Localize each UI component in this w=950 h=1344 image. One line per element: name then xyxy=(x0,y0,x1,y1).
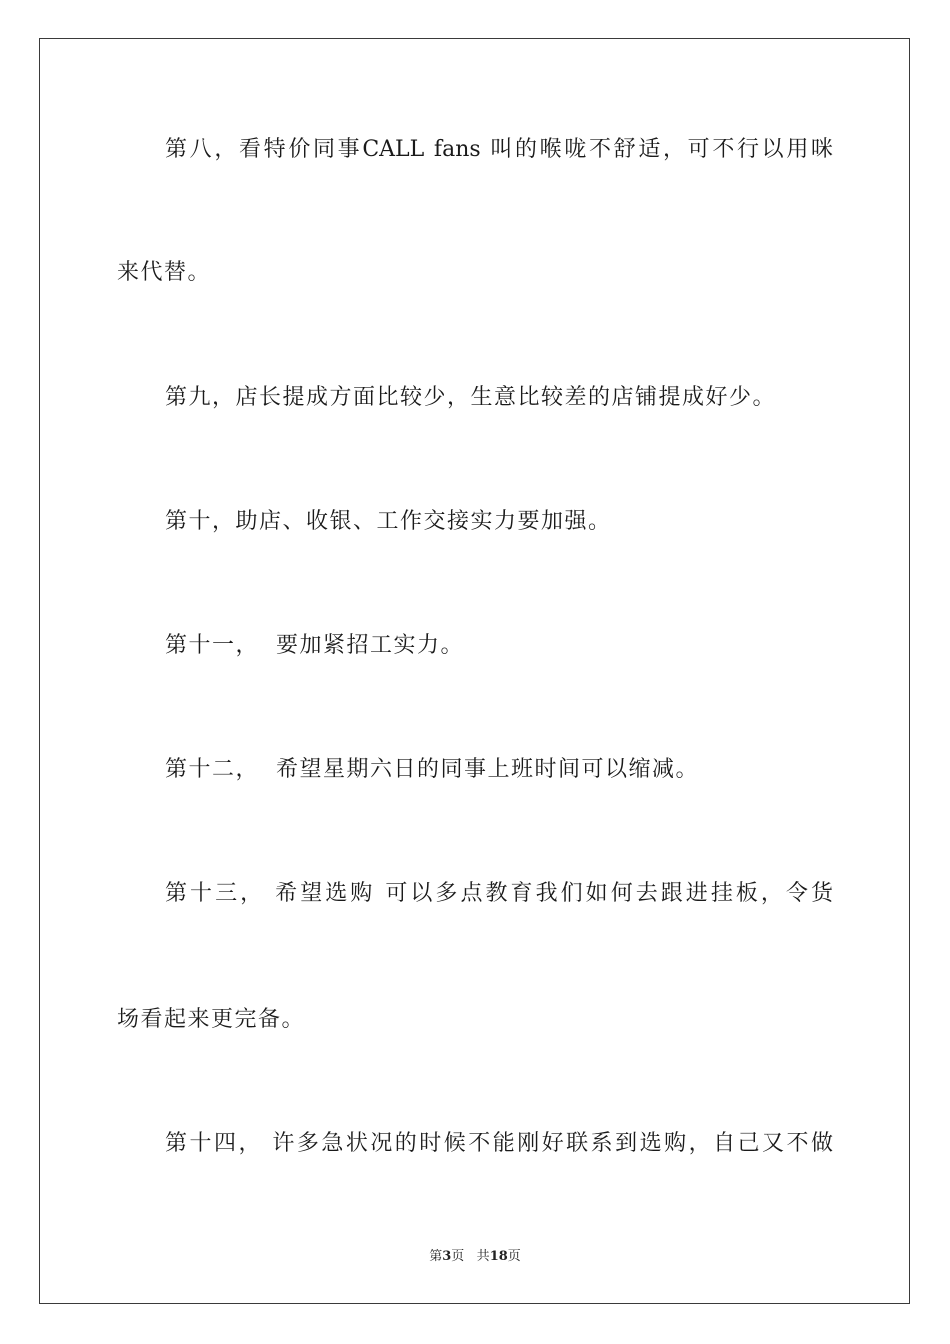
paragraph-13-line-2: 场看起来更完备。 xyxy=(117,1007,306,1032)
paragraph-14-line-1: 第十四， 许多急状况的时候不能刚好联系到选购，自己又不做 xyxy=(165,1131,833,1156)
page-prefix: 第 xyxy=(429,1249,443,1264)
total-prefix: 共 xyxy=(476,1249,490,1264)
paragraph-10: 第十，助店、收银、工作交接实力要加强。 xyxy=(165,509,612,534)
page-unit: 页 xyxy=(451,1249,465,1264)
total-unit: 页 xyxy=(507,1249,521,1264)
paragraph-8-line-2: 来代替。 xyxy=(117,260,212,285)
total-pages: 18 xyxy=(489,1249,508,1264)
page-border xyxy=(39,38,910,1304)
paragraph-8-line-1: 第八，看特价同事CALL fans 叫的喉咙不舒适，可不行以用咪 xyxy=(165,137,833,162)
paragraph-13-line-1: 第十三， 希望选购 可以多点教育我们如何去跟进挂板，令货 xyxy=(165,881,833,906)
paragraph-12: 第十二， 希望星期六日的同事上班时间可以缩减。 xyxy=(165,757,699,782)
paragraph-9: 第九，店长提成方面比较少，生意比较差的店铺提成好少。 xyxy=(165,385,777,410)
paragraph-11: 第十一， 要加紧招工实力。 xyxy=(165,633,464,658)
page-number: 3 xyxy=(442,1249,452,1264)
page-footer xyxy=(0,1248,950,1266)
